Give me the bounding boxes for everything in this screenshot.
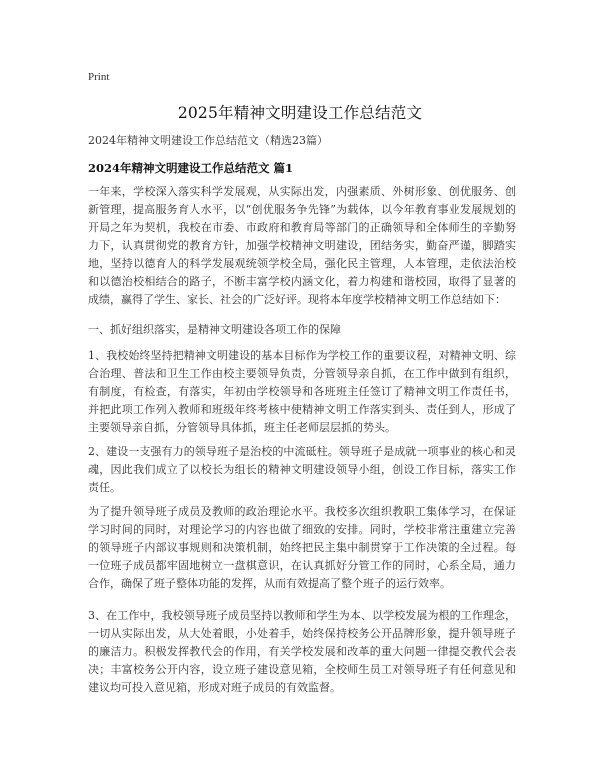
paragraph-item-1: 1、我校始终坚持把精神文明建设的基本目标作为学校工作的重要议程，对精神文明、综合治理、普法和卫生工作由校主要领导负责，分管领导亲自抓，在工作中做到有组织，有制度，有检查，有落实，年初由学校领导和各班班主任签订了精神文明工作责任书，并把此项工作列入教师和班级年终考核中使精神文明工作落实到头、责任到人，形成了主要领导亲自抓，分管领导具体抓，班主任老师层层抓的势头。	[88, 349, 516, 434]
paragraph-subheading: 一、抓好组织落实，是精神文明建设各项工作的保障	[88, 323, 341, 336]
section-heading: 2024年精神文明建设工作总结范文 篇1	[88, 161, 294, 175]
page-title: 2025年精神文明建设工作总结范文	[177, 104, 423, 122]
paragraph-body: 为了提升领导班子成员及教师的政治理论水平。我校多次组织教职工集体学习，在保证学习时间的同时，对理论学习的内容也做了细致的安排。同时，学校非常注重建立完善的领导班子内部议事规则和决策机制，始终把民主集中制贯穿于工作决策的全过程。每一位班子成员都牢固地树立一盘棋意识，在认真抓好分管工作的同时，心系全局，通力合作，确保了班子整体功能的发挥，从而有效提高了整个班子的运行效率。	[88, 505, 516, 590]
print-link[interactable]: Print	[88, 71, 110, 83]
paragraph-item-3: 3、在工作中，我校领导班子成员坚持以教师和学生为本、以学校发展为根的工作理念，一切从实际出发，从大处着眼，小处着手，始终保持校务公开品牌形象，提升领导班子的廉洁力。积极发挥教代会的作用，有关学校发展和改革的重大问题一律提交教代会表决；丰富校务公开内容，设立班子建设意见箱，全校师生员工对领导班子有任何意见和建议均可投入意见箱，形成对班子成员的有效监督。	[88, 609, 516, 694]
paragraph-intro: 一年来，学校深入落实科学发展观，从实际出发，内强素质、外树形象、创优服务、创新管理，提高服务育人水平，以“创优服务争先锋”为载体，以今年教育事业发展规划的开局之年为契机，我校在市委、市政府和教育局等部门的正确领导和全体师生的辛勤努力下，认真贯彻党的教育方针，加强学校精神文明建设，团结务实，勤奋严谨，脚踏实地，坚持以德育人的科学发展观统领学校全局，强化民主管理，人本管理，走依法治校和以德治校相结合的路子，不断丰富学校内涵文化，着力构建和谐校园，取得了显著的成绩，赢得了学生、家长、社会的广泛好评。现将本年度学校精神文明工作总结如下：	[88, 185, 516, 306]
document-subtitle: 2024年精神文明建设工作总结范文（精选23篇）	[88, 134, 328, 147]
paragraph-item-2: 2、建设一支强有力的领导班子是治校的中流砥柱。领导班子是成就一项事业的核心和灵魂，因此我们成立了以校长为组长的精神文明建设领导小组，创设工作目标，落实工作责任。	[88, 445, 516, 494]
